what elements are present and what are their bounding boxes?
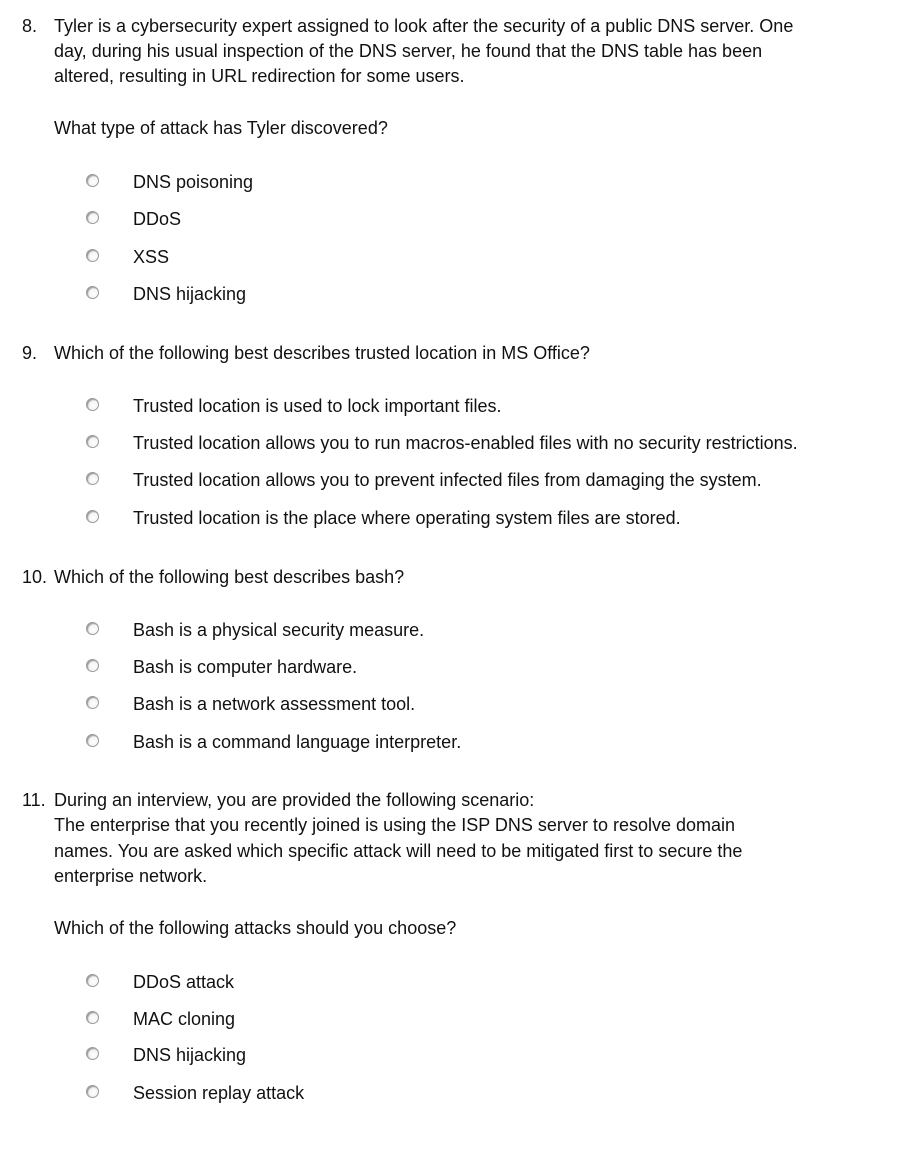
option-9c[interactable]: [86, 468, 762, 493]
question-number: 11.: [22, 790, 46, 810]
radio-button[interactable]: [86, 1085, 99, 1098]
question-number: 10.: [22, 567, 48, 587]
radio-button[interactable]: [86, 249, 99, 262]
question-8-line-1: 8. Tyler is a cybersecurity expert assigned to look after the security of a public DNS server. One: [22, 14, 793, 39]
option-label: Bash is a physical security measure.: [133, 620, 425, 640]
radio-button[interactable]: [86, 211, 99, 224]
option-label: Trusted location is the place where operating system files are stored.: [133, 508, 681, 528]
option-11c[interactable]: [86, 1043, 247, 1068]
option-10c[interactable]: [86, 692, 416, 717]
radio-button[interactable]: [86, 659, 99, 672]
question-11-line-1: 11. During an interview, you are provided the following scenario:: [22, 788, 534, 813]
option-8b[interactable]: [86, 207, 182, 232]
option-9b[interactable]: [86, 431, 798, 456]
option-label: Bash is computer hardware.: [133, 657, 358, 677]
question-11-prompt: Which of the following attacks should you choose?: [54, 918, 457, 938]
question-8-line-3: altered, resulting in URL redirection for some users.: [54, 66, 465, 86]
option-label: XSS: [133, 247, 170, 267]
question-number: 9.: [22, 343, 38, 363]
radio-button[interactable]: [86, 696, 99, 709]
option-10a[interactable]: [86, 618, 425, 643]
option-label: Trusted location is used to lock important files.: [133, 396, 502, 416]
option-11a[interactable]: [86, 970, 235, 995]
question-10-line-1: 10. Which of the following best describes bash?: [22, 565, 404, 590]
question-number: 8.: [22, 16, 38, 36]
radio-button[interactable]: [86, 398, 99, 411]
option-label: Bash is a command language interpreter.: [133, 732, 462, 752]
option-9a[interactable]: [86, 394, 502, 419]
option-label: DNS hijacking: [133, 284, 247, 304]
option-8c[interactable]: [86, 245, 170, 270]
question-9-line-1: 9. Which of the following best describes trusted location in MS Office?: [22, 341, 590, 366]
option-label: DNS poisoning: [133, 172, 254, 192]
option-11b[interactable]: [86, 1007, 236, 1032]
radio-button[interactable]: [86, 435, 99, 448]
option-8d[interactable]: [86, 282, 247, 307]
option-10b[interactable]: [86, 655, 358, 680]
option-label: DDoS attack: [133, 972, 235, 992]
radio-button[interactable]: [86, 1011, 99, 1024]
radio-button[interactable]: [86, 286, 99, 299]
option-label: MAC cloning: [133, 1009, 236, 1029]
option-label: Bash is a network assessment tool.: [133, 694, 416, 714]
option-11d[interactable]: [86, 1081, 305, 1106]
radio-button[interactable]: [86, 974, 99, 987]
radio-button[interactable]: [86, 622, 99, 635]
option-label: DDoS: [133, 209, 182, 229]
radio-button[interactable]: [86, 510, 99, 523]
option-label: Trusted location allows you to run macros-enabled files with no security restrictions.: [133, 433, 798, 453]
option-9d[interactable]: [86, 506, 681, 531]
option-label: Session replay attack: [133, 1083, 305, 1103]
radio-button[interactable]: [86, 174, 99, 187]
radio-button[interactable]: [86, 734, 99, 747]
option-label: Trusted location allows you to prevent infected files from damaging the system.: [133, 470, 762, 490]
radio-button[interactable]: [86, 1047, 99, 1060]
question-11-line-2: The enterprise that you recently joined is using the ISP DNS server to resolve domain: [54, 815, 736, 835]
option-10d[interactable]: [86, 730, 462, 755]
radio-button[interactable]: [86, 472, 99, 485]
question-8-prompt: What type of attack has Tyler discovered?: [54, 118, 388, 138]
question-11-line-4: enterprise network.: [54, 866, 208, 886]
question-11-line-3: names. You are asked which specific attack will need to be mitigated first to secure the: [54, 841, 743, 861]
option-label: DNS hijacking: [133, 1045, 247, 1065]
question-8-line-2: day, during his usual inspection of the DNS server, he found that the DNS table has been: [54, 41, 763, 61]
option-8a[interactable]: [86, 170, 254, 195]
